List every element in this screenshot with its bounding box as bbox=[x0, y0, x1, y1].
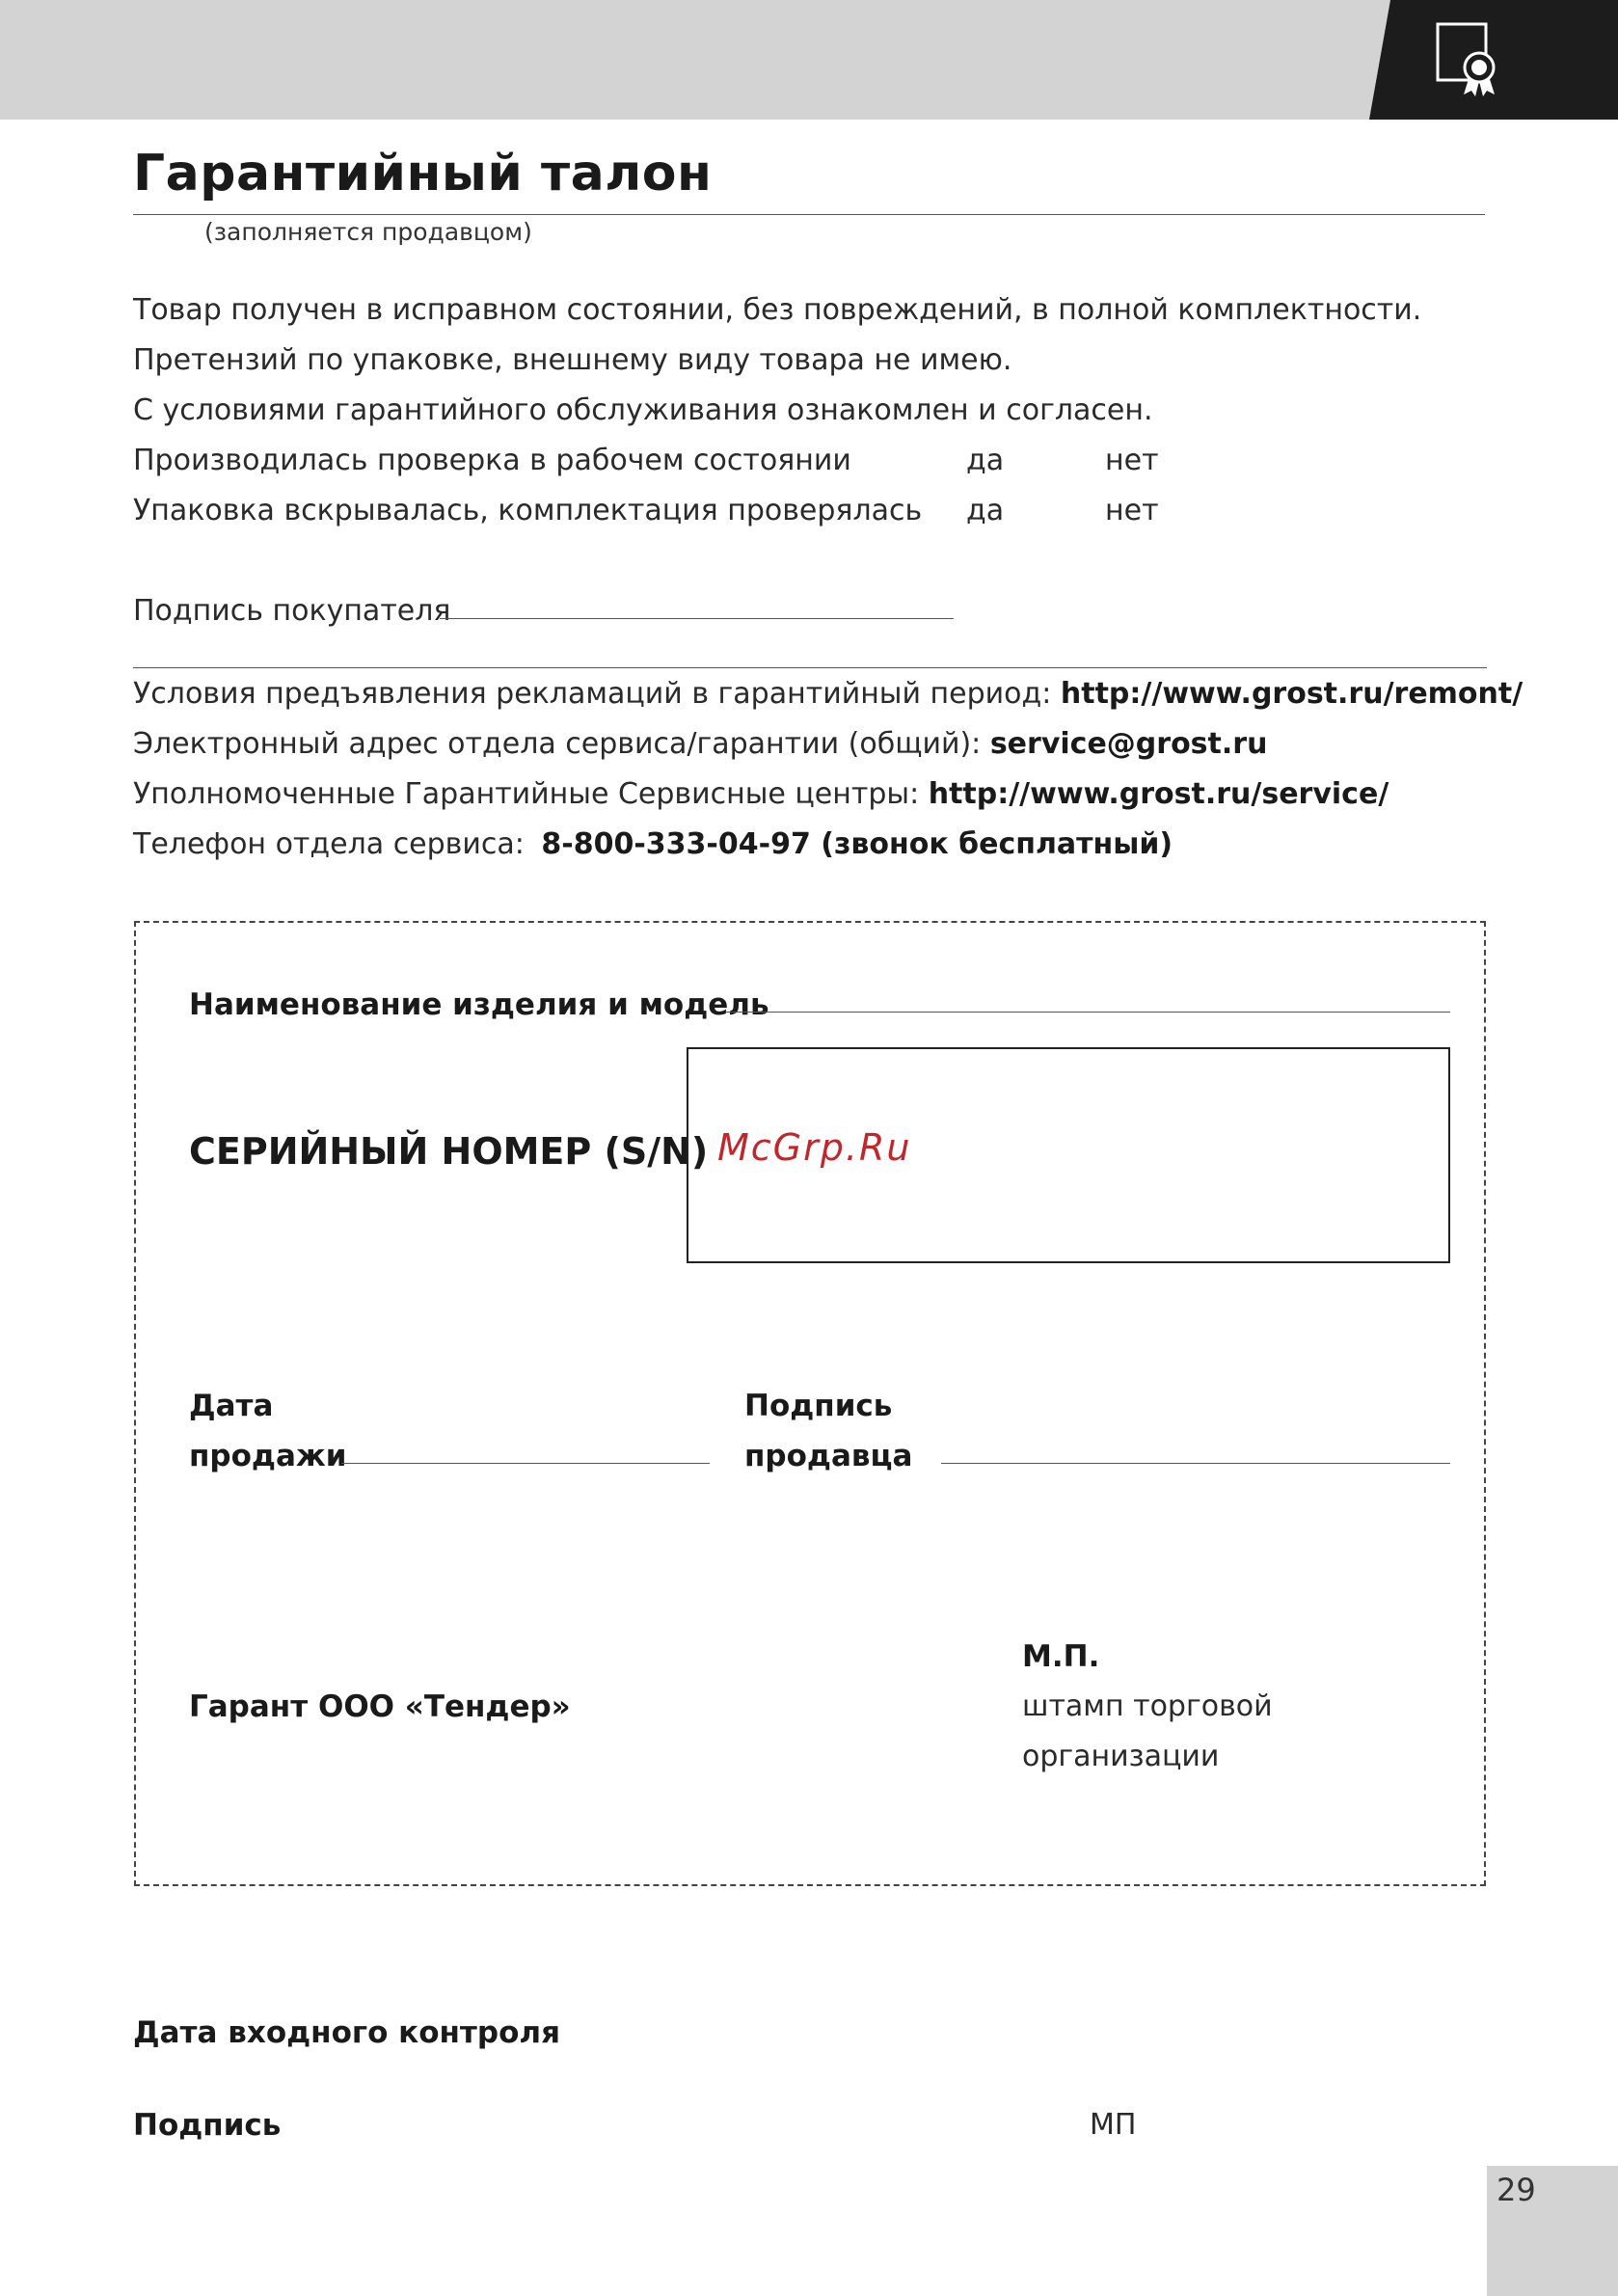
statement-2: Претензий по упаковке, внешнему виду товара не имею. bbox=[133, 343, 1012, 377]
contact-service-centers-link[interactable]: http://www.grost.ru/service/ bbox=[928, 777, 1389, 811]
certificate-icon bbox=[1435, 21, 1502, 98]
check-2-label: Упаковка вскрывалась, комплектация проверялась bbox=[133, 494, 923, 527]
check-1-label: Производилась проверка в рабочем состоянии bbox=[133, 444, 851, 477]
check-1-no[interactable]: нет bbox=[1105, 444, 1159, 477]
check-2-yes[interactable]: да bbox=[966, 494, 1005, 527]
product-field[interactable] bbox=[725, 1012, 1450, 1013]
contact-service-centers bbox=[133, 777, 1389, 811]
footer-signature-label: Подпись bbox=[133, 2108, 282, 2143]
contact-email-label: Электронный адрес отдела сервиса/гарантии (общий): bbox=[133, 727, 982, 761]
check-1-yes[interactable]: да bbox=[966, 444, 1005, 477]
contact-service-centers-label: Уполномоченные Гарантийные Сервисные центры: bbox=[133, 777, 920, 811]
footer-mp-label: МП bbox=[1090, 2108, 1137, 2142]
contact-phone-value: 8-800-333-04-97 (звонок бесплатный) bbox=[541, 827, 1173, 861]
check-2-no[interactable]: нет bbox=[1105, 494, 1159, 527]
seller-sign-label-1: Подпись bbox=[744, 1389, 893, 1423]
contact-claims-label: Условия предъявления рекламаций в гарантийный период: bbox=[133, 677, 1052, 711]
statement-1: Товар получен в исправном состоянии, без повреждений, в полной комплектности. bbox=[133, 293, 1422, 327]
seller-sign-field[interactable] bbox=[941, 1463, 1450, 1464]
contact-phone bbox=[133, 827, 1173, 861]
stamp-line-1: штамп торговой bbox=[1022, 1689, 1273, 1723]
page-subtitle: (заполняется продавцом) bbox=[204, 218, 532, 246]
seller-sign-label-2: продавца bbox=[744, 1439, 913, 1473]
statement-3: С условиями гарантийного обслуживания ознакомлен и согласен. bbox=[133, 393, 1153, 427]
incoming-control-label: Дата входного контроля bbox=[133, 2015, 560, 2050]
sale-date-label-1: Дата bbox=[189, 1389, 274, 1423]
header-badge bbox=[1369, 0, 1618, 120]
stamp-title: М.П. bbox=[1022, 1639, 1100, 1674]
contact-email-link[interactable]: service@grost.ru bbox=[989, 727, 1268, 761]
sale-date-field[interactable] bbox=[341, 1463, 710, 1464]
buyer-signature-label: Подпись покупателя bbox=[133, 594, 451, 628]
section-divider bbox=[133, 667, 1487, 668]
page-title: Гарантийный талон bbox=[133, 145, 713, 203]
buyer-signature-field[interactable] bbox=[440, 618, 954, 619]
contact-phone-label: Телефон отдела сервиса: bbox=[133, 827, 525, 861]
sale-date-label-2: продажи bbox=[189, 1439, 347, 1473]
watermark: McGrp.Ru bbox=[717, 1126, 912, 1169]
guarantor-label: Гарант ООО «Тендер» bbox=[189, 1689, 571, 1724]
serial-label: СЕРИЙНЫЙ НОМЕР (S/N) bbox=[189, 1130, 709, 1173]
page-number: 29 bbox=[1497, 2172, 1536, 2208]
title-rule bbox=[133, 214, 1485, 215]
contact-email bbox=[133, 727, 1267, 761]
product-label: Наименование изделия и модель bbox=[189, 987, 769, 1022]
stamp-line-2: организации bbox=[1022, 1740, 1220, 1773]
contact-claims bbox=[133, 677, 1523, 711]
contact-claims-link[interactable]: http://www.grost.ru/remont/ bbox=[1060, 677, 1524, 711]
